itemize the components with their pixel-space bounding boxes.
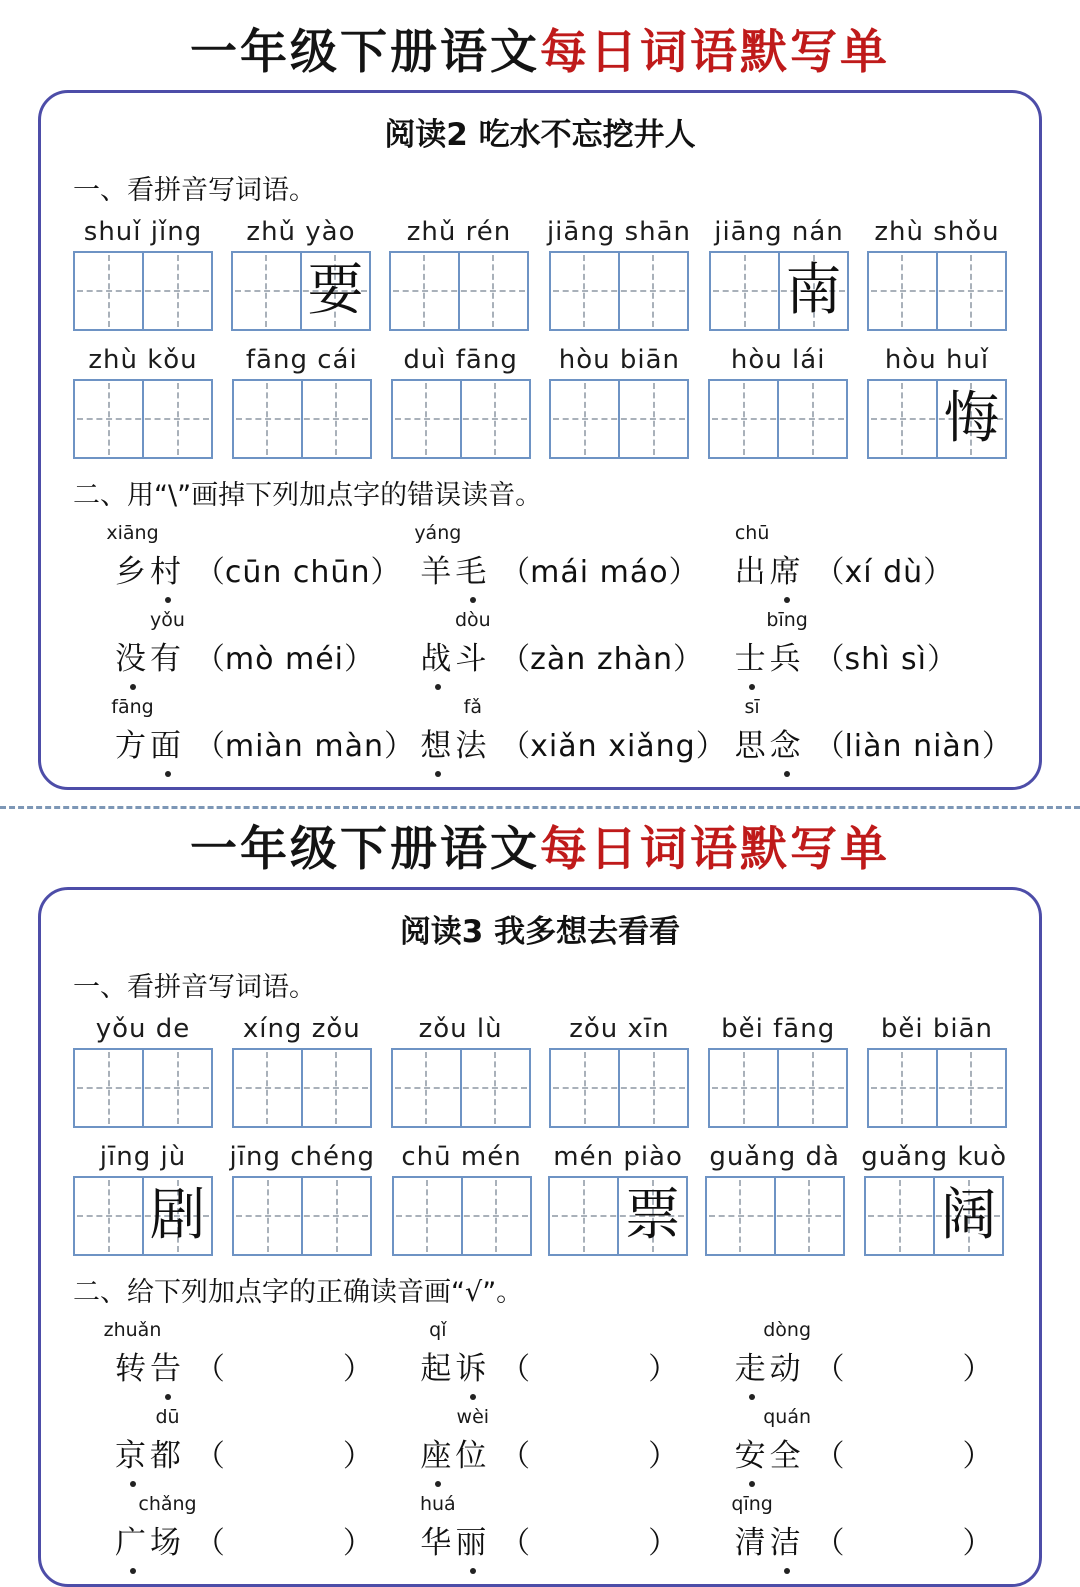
dotted-char: 走 — [735, 1343, 770, 1388]
grid-cell — [458, 253, 527, 329]
plain-char: fāng 方 — [111, 696, 154, 765]
word-entry — [705, 1142, 845, 1256]
grid-cell — [300, 253, 369, 329]
grid-cell — [142, 253, 211, 329]
grid-cell — [617, 1178, 686, 1254]
grid-cell — [234, 1178, 301, 1254]
grid-cell — [393, 1050, 460, 1126]
writing-box — [389, 251, 529, 331]
grid-cell — [142, 1050, 211, 1126]
word-entry — [392, 1142, 532, 1256]
question-item — [420, 1406, 734, 1475]
word-entry — [867, 1014, 1007, 1128]
answer-parens: （shì sì） — [814, 642, 957, 678]
question-word — [115, 609, 185, 678]
dotted-char: 席 — [770, 546, 805, 591]
grid-cell — [618, 381, 687, 457]
page-title-red: 每日词语默写单 — [540, 25, 890, 80]
pinyin-label: jiāng nán — [714, 217, 844, 248]
grid-cell — [618, 1050, 687, 1126]
question-row — [67, 1400, 1013, 1487]
writing-box — [548, 1176, 688, 1256]
question-item — [115, 1406, 420, 1475]
answer-parens: （xiǎn xiǎng） — [500, 729, 726, 765]
writing-box — [867, 1048, 1007, 1128]
prefilled-char: 悔 — [943, 386, 1000, 452]
word-entry — [232, 345, 372, 459]
grid-cell — [869, 253, 936, 329]
grid-cell — [710, 381, 777, 457]
prefilled-char: 票 — [624, 1183, 681, 1249]
pinyin-annotation: dòu — [454, 609, 491, 632]
paren-pinyin: shì sì — [844, 642, 927, 678]
writing-box — [709, 251, 849, 331]
page-title — [0, 809, 1080, 877]
pinyin-label: hòu biān — [558, 345, 681, 376]
question-word — [731, 1493, 805, 1562]
word-row — [67, 1014, 1013, 1128]
grid-cell — [142, 381, 211, 457]
question-word — [115, 1406, 185, 1475]
sheet-lesson-3 — [0, 809, 1080, 1587]
dotted-char: 念 — [770, 720, 805, 765]
pinyin-annotation: huá — [419, 1493, 456, 1516]
paren-pinyin: cūn chūn — [224, 555, 371, 591]
writing-box — [705, 1176, 845, 1256]
pinyin-label: mén piào — [553, 1142, 683, 1173]
plain-char: dòng 动 — [763, 1319, 812, 1388]
word-entry — [548, 1142, 688, 1256]
writing-box — [392, 1176, 532, 1256]
word-entry — [861, 1142, 1007, 1256]
grid-cell — [234, 381, 301, 457]
question-word — [419, 1493, 491, 1562]
writing-box — [73, 379, 213, 459]
grid-cell — [936, 381, 1005, 457]
pinyin-label: zǒu xīn — [569, 1014, 670, 1045]
grid-cell — [707, 1178, 774, 1254]
dotted-char: 没 — [115, 633, 150, 678]
grid-cell — [778, 253, 847, 329]
question-item — [420, 696, 734, 765]
grid-cell — [301, 381, 370, 457]
question-item — [115, 1493, 420, 1562]
pinyin-label: fāng cái — [245, 345, 358, 376]
question-item — [734, 522, 1013, 591]
grid-cell — [233, 253, 300, 329]
dotted-char: 洁 — [770, 1517, 805, 1562]
grid-cell — [777, 381, 846, 457]
dotted-char: 想 — [420, 720, 455, 765]
question-item — [734, 696, 1013, 765]
writing-box — [73, 1048, 213, 1128]
grid-cell — [391, 253, 458, 329]
question-word — [734, 1406, 812, 1475]
dotted-char: 毛 — [455, 546, 490, 591]
question-item — [419, 1493, 734, 1562]
pinyin-annotation: sī — [744, 696, 760, 719]
question-item — [734, 1319, 1013, 1388]
word-entry — [73, 217, 213, 331]
pinyin-annotation: chū — [734, 522, 770, 545]
part1-heading: 一、看拼音写词语。 — [73, 175, 316, 207]
answer-parens: （ ） — [500, 1439, 679, 1475]
writing-box — [231, 251, 371, 331]
grid-cell — [460, 1050, 529, 1126]
plain-char: yǒu 有 — [150, 609, 185, 678]
word-entry — [549, 1014, 689, 1128]
dotted-char: 座 — [420, 1430, 455, 1475]
grid-cell — [301, 1178, 370, 1254]
question-item — [420, 609, 734, 678]
writing-box — [864, 1176, 1004, 1256]
answer-parens: （ ） — [194, 1526, 373, 1562]
dotted-char: 士 — [735, 633, 770, 678]
pinyin-annotation: fǎ — [463, 696, 482, 719]
grid-cell — [618, 253, 687, 329]
writing-box — [391, 379, 531, 459]
word-entry — [73, 1014, 213, 1128]
word-entry — [867, 217, 1007, 331]
sheet-lesson-2 — [0, 0, 1080, 790]
writing-box — [73, 251, 213, 331]
grid-cell — [460, 381, 529, 457]
dotted-char: 广 — [115, 1517, 150, 1562]
question-row — [67, 1313, 1013, 1400]
answer-parens: （ ） — [814, 1352, 993, 1388]
pinyin-annotation: dū — [155, 1406, 180, 1429]
prefilled-char: 要 — [307, 258, 364, 324]
pinyin-label: zhù kǒu — [88, 345, 198, 376]
answer-parens: （mái máo） — [500, 555, 699, 591]
answer-parens: （ ） — [814, 1526, 993, 1562]
question-word — [420, 609, 491, 678]
word-entry — [391, 1014, 531, 1128]
plain-char: bīng 兵 — [766, 609, 808, 678]
question-word — [111, 696, 185, 765]
pinyin-label: jīng chéng — [229, 1142, 375, 1173]
pinyin-label: xíng zǒu — [242, 1014, 361, 1045]
lesson-title: 阅读2 吃水不忘挖井人 — [384, 117, 696, 154]
pinyin-annotation: quán — [763, 1406, 812, 1429]
pinyin-annotation: bīng — [766, 609, 808, 632]
lesson-panel — [38, 887, 1042, 1587]
question-word — [734, 696, 805, 765]
plain-char: chǎng 场 — [138, 1493, 197, 1562]
pinyin-annotation: chǎng — [138, 1493, 197, 1516]
answer-parens: （zàn zhàn） — [500, 642, 704, 678]
grid-cell — [710, 1050, 777, 1126]
question-item — [414, 522, 734, 591]
pinyin-grid-section — [67, 1014, 1013, 1256]
word-entry — [391, 345, 531, 459]
question-word — [734, 609, 808, 678]
writing-box — [232, 1176, 372, 1256]
part1-heading: 一、看拼音写词语。 — [73, 972, 316, 1004]
pinyin-annotation: dòng — [763, 1319, 812, 1342]
pinyin-label: zǒu lù — [418, 1014, 503, 1045]
page-title-black: 一年级下册语文 — [190, 822, 540, 878]
word-entry — [708, 1014, 848, 1128]
pinyin-label: guǎng kuò — [861, 1142, 1007, 1173]
answer-parens: （cūn chūn） — [194, 555, 401, 591]
word-entry — [867, 345, 1007, 459]
pinyin-annotation: xiāng — [106, 522, 159, 545]
plain-char: xiāng 乡 — [106, 522, 159, 591]
writing-box — [391, 1048, 531, 1128]
prefilled-char: 剧 — [149, 1183, 206, 1249]
grid-cell — [869, 381, 936, 457]
question-item — [115, 609, 420, 678]
pinyin-annotation: zhuǎn — [103, 1319, 162, 1342]
answer-parens: （mò méi） — [194, 642, 374, 678]
dotted-char: 战 — [420, 633, 455, 678]
pinyin-annotation: yǒu — [150, 609, 185, 632]
plain-char: qīng 清 — [731, 1493, 773, 1562]
question-item — [106, 522, 420, 591]
plain-char: chū 出 — [734, 522, 770, 591]
plain-char: quán 全 — [763, 1406, 812, 1475]
pinyin-label: duì fāng — [403, 345, 518, 376]
dotted-char: 村 — [150, 546, 185, 591]
question-word — [420, 1319, 491, 1388]
question-word — [106, 522, 185, 591]
question-word — [734, 1319, 812, 1388]
pinyin-label: jīng jù — [99, 1142, 187, 1173]
plain-char: wèi 位 — [455, 1406, 491, 1475]
grid-cell — [551, 1050, 618, 1126]
word-entry — [708, 345, 848, 459]
page-title-red: 每日词语默写单 — [540, 822, 890, 878]
dotted-char: 诉 — [455, 1343, 490, 1388]
grid-cell — [936, 253, 1005, 329]
word-entry — [547, 217, 691, 331]
lesson-panel — [38, 90, 1042, 790]
grid-cell — [551, 253, 618, 329]
pinyin-label: zhǔ rén — [406, 217, 512, 248]
word-row — [67, 345, 1013, 459]
question-item — [731, 1493, 1013, 1562]
word-entry — [230, 1142, 375, 1256]
grid-cell — [394, 1178, 461, 1254]
pinyin-label: jiāng shān — [546, 217, 692, 248]
grid-cell — [75, 1178, 142, 1254]
grid-cell — [142, 1178, 211, 1254]
question-item — [734, 609, 1013, 678]
pinyin-label: hòu lái — [730, 345, 826, 376]
answer-parens: （ ） — [194, 1352, 373, 1388]
plain-char: zhuǎn 转 — [103, 1319, 162, 1388]
dotted-char: 京 — [115, 1430, 150, 1475]
grid-cell — [301, 1050, 370, 1126]
question-word — [734, 522, 805, 591]
pinyin-annotation: yáng — [414, 522, 462, 545]
paren-pinyin: miàn màn — [224, 729, 384, 765]
page-title-black: 一年级下册语文 — [190, 25, 540, 80]
pinyin-label: běi fāng — [721, 1014, 836, 1045]
question-row — [67, 516, 1013, 603]
word-row — [67, 1142, 1013, 1256]
writing-box — [708, 1048, 848, 1128]
pinyin-label: zhù shǒu — [874, 217, 1000, 248]
answer-parens: （ ） — [814, 1439, 993, 1475]
grid-cell — [75, 381, 142, 457]
grid-cell — [869, 1050, 936, 1126]
prefilled-char: 南 — [785, 258, 842, 324]
writing-box — [549, 251, 689, 331]
grid-cell — [711, 253, 778, 329]
paren-pinyin: xiǎn xiǎng — [530, 729, 696, 765]
answer-parens: （liàn niàn） — [814, 729, 1012, 765]
question-word — [414, 522, 491, 591]
grid-cell — [75, 1050, 142, 1126]
pinyin-label: yǒu de — [95, 1014, 191, 1045]
plain-char: yáng 羊 — [414, 522, 462, 591]
writing-box — [232, 379, 372, 459]
pinyin-grid-section — [67, 217, 1013, 459]
pinyin-label: guǎng dà — [709, 1142, 840, 1173]
paren-pinyin: xí dù — [844, 555, 924, 591]
grid-cell — [393, 381, 460, 457]
writing-box — [549, 379, 689, 459]
page-title — [0, 0, 1080, 80]
grid-cell — [75, 253, 142, 329]
pinyin-annotation: qīng — [731, 1493, 773, 1516]
paren-pinyin: mái máo — [530, 555, 669, 591]
plain-char: qǐ 起 — [420, 1319, 456, 1388]
question-item — [734, 1406, 1013, 1475]
question-word — [420, 696, 491, 765]
part2-heading: 二、给下列加点字的正确读音画“√”。 — [73, 1277, 524, 1309]
word-entry — [709, 217, 849, 331]
pinyin-annotation: qǐ — [429, 1319, 447, 1342]
plain-char: fǎ 法 — [455, 696, 491, 765]
grid-cell — [550, 1178, 617, 1254]
pinyin-label: hòu huǐ — [884, 345, 990, 376]
lesson-title: 阅读3 我多想去看看 — [399, 914, 681, 951]
dotted-char: 丽 — [455, 1517, 490, 1562]
word-entry — [73, 1142, 213, 1256]
plain-char: huá 华 — [419, 1493, 456, 1562]
word-entry — [232, 1014, 372, 1128]
grid-cell — [936, 1050, 1005, 1126]
grid-cell — [933, 1178, 1002, 1254]
paren-pinyin: mò méi — [224, 642, 344, 678]
word-entry — [389, 217, 529, 331]
question-word — [103, 1319, 185, 1388]
question-word — [115, 1493, 197, 1562]
writing-box — [708, 379, 848, 459]
plain-char: dòu 斗 — [454, 609, 491, 678]
prefilled-char: 阔 — [940, 1183, 997, 1249]
grid-cell — [234, 1050, 301, 1126]
grid-cell — [866, 1178, 933, 1254]
paren-pinyin: liàn niàn — [844, 729, 982, 765]
grid-cell — [777, 1050, 846, 1126]
pinyin-label: chū mén — [401, 1142, 522, 1173]
grid-cell — [461, 1178, 530, 1254]
word-row — [67, 217, 1013, 331]
question-word — [420, 1406, 491, 1475]
word-entry — [73, 345, 213, 459]
writing-box — [73, 1176, 213, 1256]
word-entry — [231, 217, 371, 331]
answer-parens: （miàn màn） — [194, 729, 414, 765]
word-entry — [549, 345, 689, 459]
grid-cell — [774, 1178, 843, 1254]
dotted-char: 面 — [150, 720, 185, 765]
pinyin-label: shuǐ jǐng — [83, 217, 203, 248]
answer-parens: （ ） — [500, 1526, 679, 1562]
answer-parens: （ ） — [500, 1352, 679, 1388]
writing-box — [232, 1048, 372, 1128]
writing-box — [867, 379, 1007, 459]
question-item — [111, 696, 420, 765]
grid-cell — [551, 381, 618, 457]
question-item — [103, 1319, 420, 1388]
question-row — [67, 603, 1013, 690]
writing-box — [549, 1048, 689, 1128]
question-section — [67, 1313, 1013, 1574]
pinyin-annotation: fāng — [111, 696, 154, 719]
answer-parens: （ ） — [194, 1439, 373, 1475]
dotted-char: 告 — [150, 1343, 185, 1388]
question-section — [67, 516, 1013, 777]
paren-pinyin: zàn zhàn — [530, 642, 674, 678]
pinyin-annotation: wèi — [456, 1406, 490, 1429]
answer-parens: （xí dù） — [814, 555, 954, 591]
pinyin-label: běi biān — [880, 1014, 994, 1045]
question-row — [67, 1487, 1013, 1574]
part2-heading: 二、用“\”画掉下列加点字的错误读音。 — [73, 480, 543, 512]
pinyin-label: zhǔ yào — [246, 217, 356, 248]
writing-box — [867, 251, 1007, 331]
question-item — [420, 1319, 734, 1388]
question-row — [67, 690, 1013, 777]
dotted-char: 安 — [735, 1430, 770, 1475]
plain-char: dū 都 — [150, 1406, 185, 1475]
plain-char: sī 思 — [734, 696, 770, 765]
